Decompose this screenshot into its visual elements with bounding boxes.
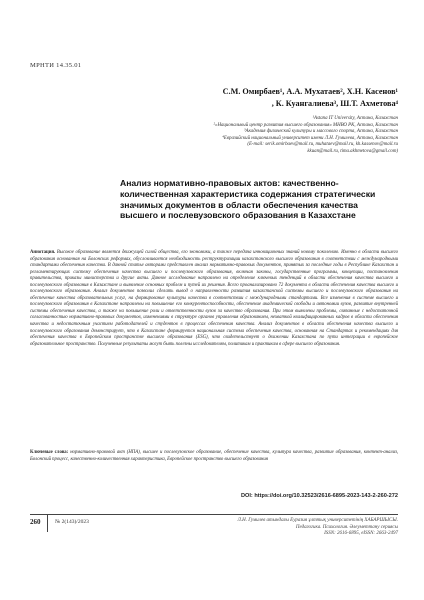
abstract-label: Аннотация. [30,250,56,255]
keywords-label: Ключевые слова: [30,450,69,455]
footer-vertical-divider [47,514,48,532]
affiliation-email-line: kkuan@mail.ru, tima.akhmetova@gmail.com) [307,148,398,154]
journal-info [168,518,398,538]
authors-line-2: , К. Куангалиева³, Ш.Т. Ахметова⁴ [271,99,398,108]
affiliation-email-line: (E-mail: serik.omirbaev@mail.ru, muhataev@mail.ru, kh.kassenov@mail.ru [247,142,398,148]
affiliation-line: ¹Astana IT University, Астана, Казахстан [312,116,398,121]
doi-link[interactable]: DOI: https://doi.org/10.32523/2616-6895-2023-143-2-260-272 [240,493,398,499]
journal-title: Л.Н. Гумилев атындағы Еуразия ұлттық университетінің ХАБАРШЫСЫ. [237,518,398,523]
footer-divider [30,514,398,515]
keywords-text: нормативно-правовой акт (НПА), высшее и послевузовское образование, обеспечение качества, культура качества, развитие образования, контент-анализ, Болонский процесс, качественно-количественная характеристика, Европейское пространство высшего образования [30,450,399,462]
page-number: 260 [30,518,41,526]
issue-number: № 2(143)/2023 [55,519,89,525]
affiliation-line: ³Академия физической культуры и массового спорта, Астана, Казахстан [244,129,398,135]
affiliations-block [78,116,398,156]
mrnti-code: МРНТИ 14.35.01 [30,62,82,69]
authors-line-1: С.М. Омирбаев¹, А.А. Мухатаев², Х.Н. Касенов¹ [222,87,398,96]
journal-series: Педагогика. Психология. Әлеуметтану сериясы [295,524,398,530]
affiliation-line: ²«Национальный центр развития высшего образования» МНВО РК, Астана, Казахстан [213,122,398,128]
abstract-paragraph [30,250,398,348]
authors-block [148,86,398,110]
keywords-paragraph [30,450,398,463]
abstract-text: Высокое образование является движущей силой общества, его экономики, а также передача инновационных знаний новому поколению. Именно в области высшего образования основанная на Болонских реформах, обусловливается необходимость реструктуризации казахстанского высшего образования в соответствии с международными стандартами обеспечения качества. В данной статье авторами представлен анализ нормативно-правовых документов, принятых за последние годы в Республике Казахстан и регламентирующих систему обеспечения качества высшего и послевузовского образования, включая законы, государственные программы, концепции, постановления правительства, приказы министерства и другие акты. Данное исследование направлено на определение ключевых тенденций в области обеспечения качества высшего и послевузовского образования в Казахстане и выявление основных проблем и путей их решения. Всего проанализировано 72 документа в области обеспечения качества высшего и послевузовского образования. Анализ документов позволил сделать вывод о направленности развития казахстанской системы высшего и послевузовского образования на обеспечение качества образовательных услуг, на формирование культуры качества в соответствии с международными стандартами. Все изменения в системе высшего и послевузовского образования в Казахстане направлены на повышение его конкурентоспособности, обеспечение академической свободы и автономии вузов, развитие внутренней системы обеспечения качества, а также на повышение роли и ответственности вузов за качество образования. При этом выявлены проблемы, связанные с недостаточной согласованностью нормативно-правовых документов, изменениями в структуре органов управления образованием, нехваткой квалифицированных кадров в области обеспечения качества и недостаточным участием работодателей и студентов в процессах обеспечения качества. Анализ документов в области обеспечения качества высшего и послевузовского образования демонстрирует, что в Казахстане формируется национальная система обеспечения качества, основанная на Стандартах и рекомендациях для обеспечения качества в Европейском пространстве высшего образования (ESG), что свидетельствует о движении Казахстана по пути интеграции в европейское образовательное пространство. Полученные результаты могут быть полезны исследователям, политикам и практикам в сфере высшего образования. [30,250,399,347]
affiliation-line: ⁴Евразийский национальный университет имени Л.Н. Гумилева, Астана, Казахстан [222,135,398,141]
article-title: Анализ нормативно-правовых актов: качественно-количественная характеристика содержания стратегически значимых документов в области обеспечения качества высшего и послевузовского образования в Казахстане [120,178,376,221]
journal-issn: ISSN: 2616-6895, eISSN: 2663-2497 [324,531,398,537]
